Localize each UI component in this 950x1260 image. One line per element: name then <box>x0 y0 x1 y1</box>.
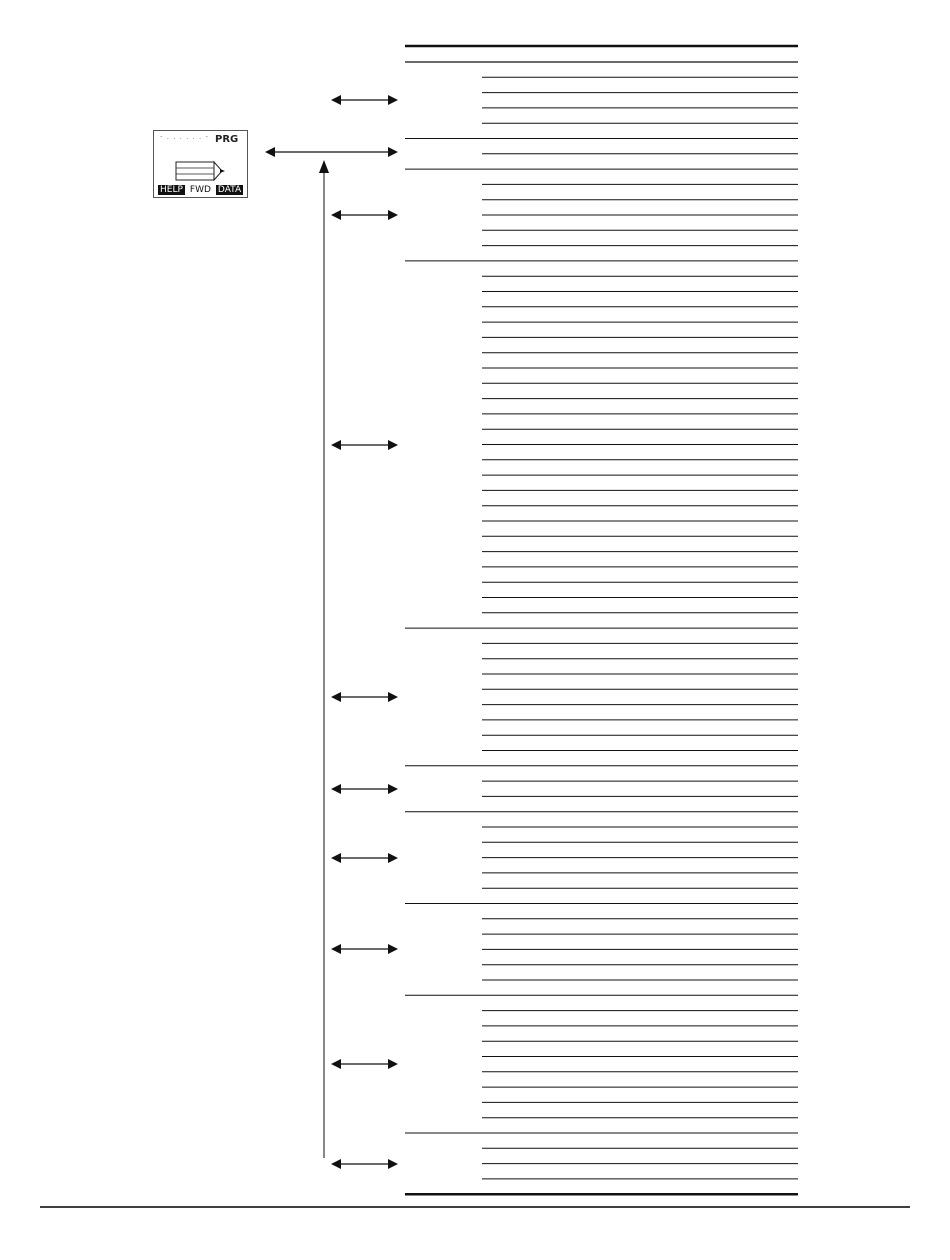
branch-arrow-left-head <box>331 440 341 450</box>
branch-arrow-left-head <box>331 944 341 954</box>
branch-arrow-left-head <box>331 784 341 794</box>
branch-arrow-left-head <box>331 853 341 863</box>
branch-arrow-right-head <box>388 944 398 954</box>
branch-arrow-right-head <box>388 853 398 863</box>
branch-arrow-right-head <box>388 210 398 220</box>
mode-label: PRG <box>215 134 239 145</box>
connector-left-arrowhead <box>265 147 275 157</box>
trunk-arrowhead <box>319 160 329 173</box>
branch-arrow-right-head <box>388 440 398 450</box>
pencil-icon <box>175 160 227 182</box>
branch-arrow-right-head <box>388 1059 398 1069</box>
branch-arrow-right-head <box>388 784 398 794</box>
display-dots: - . . . . . . - <box>160 133 209 141</box>
keypad-display <box>153 130 248 198</box>
branch-arrow-left-head <box>331 210 341 220</box>
branch-arrow-left-head <box>331 1159 341 1169</box>
help-key[interactable]: HELP <box>160 185 183 195</box>
branch-arrow-left-head <box>331 1059 341 1069</box>
data-key[interactable]: DATA <box>217 185 242 195</box>
connector-right-arrowhead <box>388 147 398 157</box>
fwd-key[interactable]: FWD <box>189 185 211 195</box>
branch-arrow-right-head <box>388 692 398 702</box>
branch-arrow-right-head <box>388 1159 398 1169</box>
branch-arrow-left-head <box>331 692 341 702</box>
branch-arrow-right-head <box>388 95 398 105</box>
branch-arrow-left-head <box>331 95 341 105</box>
